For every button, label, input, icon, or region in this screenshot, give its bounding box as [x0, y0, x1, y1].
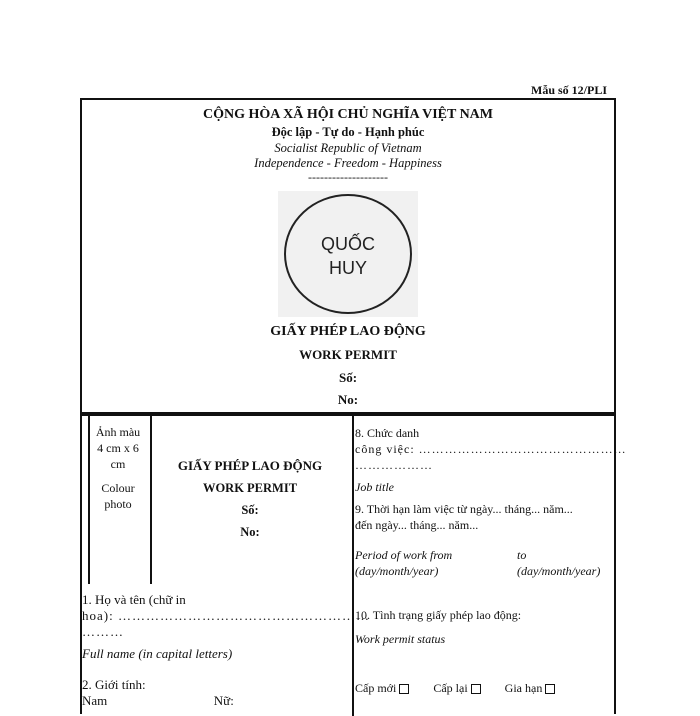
- period-label-2: đến ngày... tháng... năm...: [355, 518, 479, 532]
- full-name-label-1: 1. Họ và tên (chữ in: [82, 592, 186, 607]
- motto-en: Independence - Freedom - Happiness: [254, 156, 442, 170]
- card-title-block: [150, 458, 350, 540]
- field-period: [355, 501, 573, 533]
- checkbox-extend-icon[interactable]: [545, 684, 555, 694]
- full-name-label-en: Full name (in capital letters): [82, 646, 233, 661]
- number-label-vi: Số:: [338, 370, 358, 385]
- job-title-label-en: Job title: [355, 480, 394, 494]
- form-number: Mẫu số 12/PLI: [531, 83, 608, 97]
- card-title-vi: GIẤY PHÉP LAO ĐỘNG: [177, 458, 323, 473]
- permit-status-options: [355, 681, 555, 696]
- photo-label-en-2: photo: [104, 497, 132, 511]
- job-title-label-3: ………………: [355, 458, 433, 472]
- photo-label-vi-2: 4 cm x 6: [97, 441, 139, 455]
- photo-label-vi-1: Ảnh màu: [95, 425, 141, 439]
- period-from-en: [355, 547, 452, 579]
- option-new-label: Cấp mới: [355, 681, 397, 695]
- emblem-line-2: HUY: [328, 258, 367, 278]
- card-title-en: WORK PERMIT: [202, 481, 298, 495]
- national-emblem-icon: [284, 194, 412, 314]
- job-title-label-1: 8. Chức danh: [355, 426, 420, 440]
- field-permit-status: [355, 607, 521, 647]
- title-vi: GIẤY PHÉP LAO ĐỘNG: [270, 324, 426, 339]
- column-divider: [352, 416, 354, 716]
- field-job-title: [355, 425, 627, 495]
- number-label-en: No:: [337, 392, 359, 407]
- permit-status-label: 10. Tình trạng giấy phép lao động:: [355, 608, 522, 622]
- gender-female-label[interactable]: Nữ:: [213, 693, 234, 708]
- header-divider: --------------------: [308, 170, 388, 184]
- option-extend[interactable]: [505, 681, 556, 695]
- card-number-vi: Số:: [241, 503, 259, 517]
- gender-male-label[interactable]: Nam: [82, 693, 108, 708]
- full-name-label-3: ………: [82, 624, 124, 639]
- country-name-en: Socialist Republic of Vietnam: [274, 141, 422, 155]
- option-new[interactable]: [355, 681, 409, 695]
- photo-label-en-1: Colour: [101, 481, 135, 495]
- period-to-en: [517, 547, 600, 579]
- gender-label: 2. Giới tính:: [82, 677, 146, 692]
- option-reissue[interactable]: [433, 681, 480, 695]
- option-extend-label: Gia hạn: [504, 681, 543, 695]
- job-title-label-2[interactable]: công việc: …………………………………………: [355, 442, 627, 456]
- permit-status-label-en: Work permit status: [355, 632, 446, 646]
- period-to-label: to: [517, 548, 527, 562]
- checkbox-new-icon[interactable]: [399, 684, 409, 694]
- full-name-label-2[interactable]: hoa): ………………………………………………: [82, 608, 370, 623]
- period-from-format: (day/month/year): [355, 564, 439, 578]
- card-number-en: No:: [240, 525, 260, 539]
- field-full-name: [82, 592, 370, 662]
- option-reissue-label: Cấp lại: [433, 681, 468, 695]
- photo-label-vi-3: cm: [110, 457, 126, 471]
- period-label-1: 9. Thời hạn làm việc từ ngày... tháng... năm...: [355, 502, 573, 516]
- title-en: WORK PERMIT: [299, 347, 397, 362]
- emblem-line-1: QUỐC: [321, 234, 375, 254]
- field-gender: [82, 677, 234, 709]
- motto-vi: Độc lập - Tự do - Hạnh phúc: [271, 125, 425, 139]
- checkbox-reissue-icon[interactable]: [471, 684, 481, 694]
- photo-placeholder: [88, 424, 148, 512]
- country-name-vi: CỘNG HÒA XÃ HỘI CHỦ NGHĨA VIỆT NAM: [202, 107, 493, 122]
- period-from-label: Period of work from: [355, 548, 453, 562]
- period-to-format: (day/month/year): [517, 564, 601, 578]
